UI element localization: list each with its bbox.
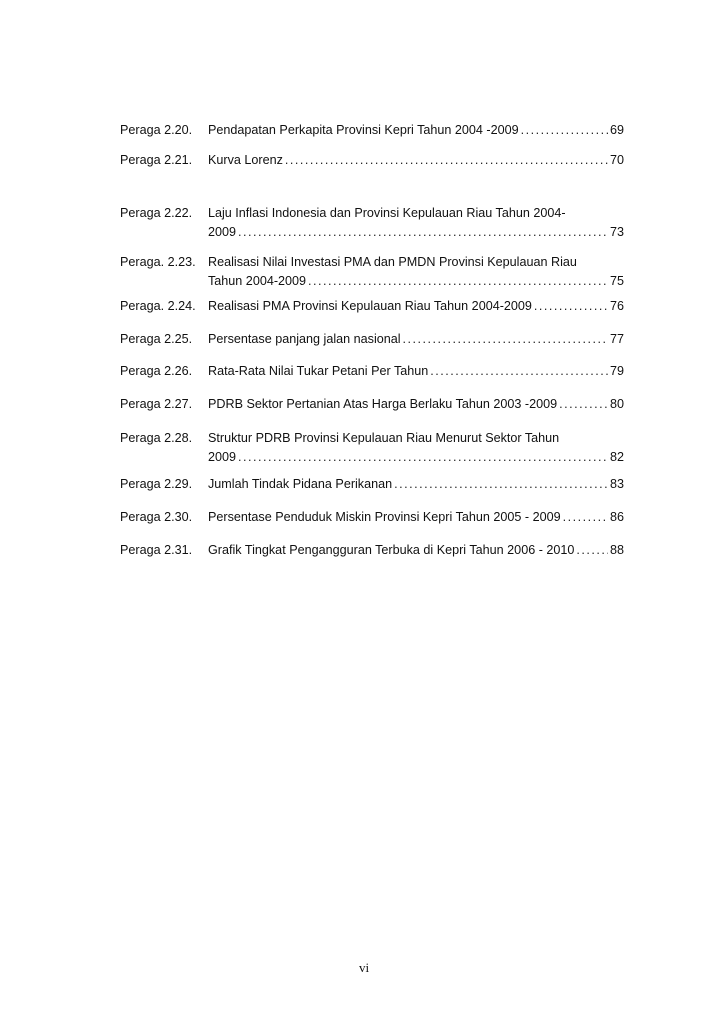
entry-title-text: Struktur PDRB Provinsi Kepulauan Riau Menurut Sektor Tahun: [208, 431, 560, 445]
dot-leader: [403, 330, 608, 349]
entry-label: Peraga 2.26.: [120, 364, 193, 378]
dot-leader: [308, 272, 608, 291]
entry-page-number: 83: [609, 477, 624, 491]
entry-title-text: Pendapatan Perkapita Provinsi Kepri Tahun 2004 -2009: [208, 123, 519, 137]
entry-title: [208, 151, 624, 170]
entry-page-number: 75: [609, 274, 624, 288]
entry-label: Peraga 2.28.: [120, 431, 193, 445]
entry-title: [208, 395, 624, 414]
entry-title-text: PDRB Sektor Pertanian Atas Harga Berlaku Tahun 2003 -2009: [208, 397, 558, 411]
entry-title-text: Persentase Penduduk Miskin Provinsi Kepri Tahun 2005 - 2009: [208, 510, 561, 524]
entry-label: Peraga 2.25.: [120, 332, 193, 346]
dot-leader: [430, 362, 608, 381]
dot-leader: [534, 297, 608, 316]
entry-title-text: Laju Inflasi Indonesia dan Provinsi Kepulauan Riau Tahun 2004-: [208, 206, 566, 220]
entry-page-number: 79: [609, 364, 624, 378]
entry-label: Peraga. 2.24.: [120, 299, 196, 313]
entry-page-number: 86: [609, 510, 624, 524]
entry-page-number: 73: [609, 225, 624, 239]
entry-page-number: 77: [609, 332, 624, 346]
entry-title: [208, 508, 624, 527]
dot-leader: [394, 475, 608, 494]
entry-title: [208, 330, 624, 349]
entry-label: Peraga 2.29.: [120, 477, 193, 491]
dot-leader: [238, 223, 608, 242]
entry-title-text: Jumlah Tindak Pidana Perikanan: [208, 477, 393, 491]
entry-label: Peraga 2.22.: [120, 206, 193, 220]
entry-title: [208, 362, 624, 381]
entry-title: [208, 429, 624, 467]
entry-label: Peraga. 2.23.: [120, 255, 196, 269]
dot-leader: [285, 151, 608, 170]
entry-title: [208, 297, 624, 316]
entry-page-number: 76: [609, 299, 624, 313]
entry-title-text: Persentase panjang jalan nasional: [208, 332, 401, 346]
dot-leader: [238, 448, 608, 467]
entry-title-text: Kurva Lorenz: [208, 153, 283, 167]
entry-label: Peraga 2.30.: [120, 510, 193, 524]
entry-label: Peraga 2.31.: [120, 543, 193, 557]
entry-label: Peraga 2.20.: [120, 123, 193, 137]
entry-page-number: 69: [609, 123, 624, 137]
entry-title-text: Grafik Tingkat Pengangguran Terbuka di Kepri Tahun 2006 - 2010: [208, 543, 575, 557]
entry-page-number: 88: [609, 543, 624, 557]
entry-label: Peraga 2.27.: [120, 397, 193, 411]
entry-title: [208, 541, 624, 560]
dot-leader: [563, 508, 608, 527]
entry-title-text: Realisasi PMA Provinsi Kepulauan Riau Tahun 2004-2009: [208, 299, 532, 313]
dot-leader: [576, 541, 608, 560]
entry-title-text-continued: 2009: [208, 225, 237, 239]
entry-label: Peraga 2.21.: [120, 153, 193, 167]
page-number: vi: [358, 960, 370, 975]
entry-title: [208, 204, 624, 242]
entry-title-text-continued: Tahun 2004-2009: [208, 274, 307, 288]
entry-title: [208, 253, 624, 291]
dot-leader: [559, 395, 608, 414]
entry-page-number: 80: [609, 397, 624, 411]
entry-title-text: Rata-Rata Nilai Tukar Petani Per Tahun: [208, 364, 429, 378]
entry-title-text-continued: 2009: [208, 450, 237, 464]
entry-title-text: Realisasi Nilai Investasi PMA dan PMDN Provinsi Kepulauan Riau: [208, 255, 577, 269]
dot-leader: [521, 121, 608, 140]
entry-title: [208, 121, 624, 140]
entry-page-number: 82: [609, 450, 624, 464]
entry-title: [208, 475, 624, 494]
entry-page-number: 70: [609, 153, 624, 167]
